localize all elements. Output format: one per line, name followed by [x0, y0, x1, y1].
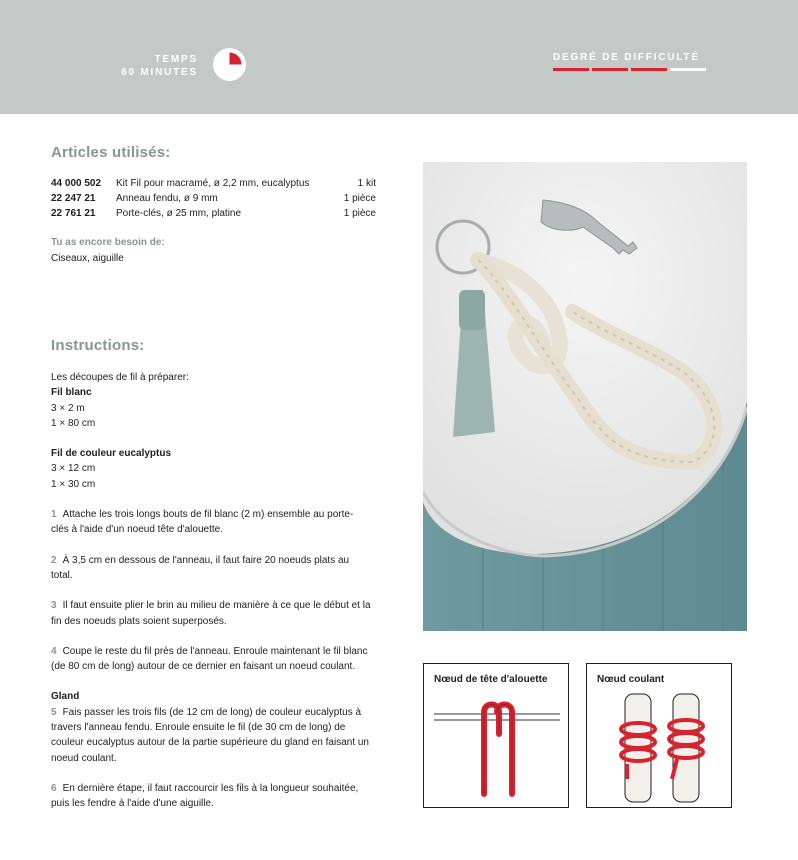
difficulty-bar — [670, 68, 706, 71]
article-code: 44 000 502 — [51, 178, 102, 189]
eucalyptus-thread-cut: 3 × 12 cm — [51, 463, 96, 475]
step: Gland 5 Fais passer les trois fils (de 12 cm de long) de couleur eucalyptus à travers l'anneau fendu. Enroule ensuite le fil (de 30 cm de long) de couleur eucalyptus autour de la partie supérieure du gland en faisant un noeud coulant. — [51, 691, 369, 764]
article-code: 22 761 21 — [51, 208, 96, 219]
article-qty: 1 pièce — [343, 208, 376, 219]
clock-icon — [213, 48, 246, 81]
step: 1 Attache les trois longs bouts de fil blanc (2 m) ensemble au porte-clés à l'aide d'un noeud tête d'alouette. — [51, 509, 354, 536]
list-item — [51, 191, 376, 206]
instructions-title: Instructions: — [51, 337, 145, 354]
article-qty: 1 pièce — [343, 193, 376, 204]
step: 2 À 3,5 cm en dessous de l'anneau, il faut faire 20 noeuds plats au total. — [51, 554, 350, 581]
also-needed-text: Ciseaux, aiguille — [51, 253, 124, 264]
article-qty: 1 kit — [357, 178, 376, 189]
article-code: 22 247 21 — [51, 193, 96, 204]
white-thread-cut: 1 × 80 cm — [51, 417, 96, 429]
list-item — [51, 206, 376, 221]
lark-head-knot-diagram — [423, 663, 569, 808]
difficulty-label: DEGRÉ DE DIFFICULTÉ — [553, 52, 700, 63]
slip-knot-illustration — [587, 664, 733, 809]
eucalyptus-thread-cut: 1 × 30 cm — [51, 478, 96, 490]
time-title: TEMPS — [154, 54, 198, 65]
gland-title: Gland — [51, 691, 80, 703]
difficulty-bar — [553, 68, 589, 71]
keychain-photo — [423, 162, 747, 631]
white-thread-title: Fil blanc — [51, 387, 92, 399]
article-name: Kit Fil pour macramé, ø 2,2 mm, eucalyptus — [116, 178, 310, 189]
header-band — [0, 0, 798, 114]
lark-head-knot-illustration — [424, 664, 570, 809]
list-item — [51, 176, 376, 191]
also-needed-title: Tu as encore besoin de: — [51, 237, 165, 248]
difficulty-bar — [631, 68, 667, 71]
articles-list — [51, 176, 376, 221]
difficulty-bar — [592, 68, 628, 71]
articles-title: Articles utilisés: — [51, 144, 171, 161]
slip-knot-diagram — [586, 663, 732, 808]
time-value: 60 MINUTES — [121, 67, 198, 78]
time-label — [100, 53, 198, 79]
eucalyptus-thread-title: Fil de couleur eucalyptus — [51, 448, 172, 460]
step: 3 Il faut ensuite plier le brin au milieu de manière à ce que le début et la fin des noeuds plats soient superposés. — [51, 600, 371, 627]
difficulty-meter — [553, 68, 706, 71]
diagram-title: Nœud de tête d'alouette — [434, 674, 548, 685]
white-thread-cut: 3 × 2 m — [51, 402, 85, 414]
article-name: Anneau fendu, ø 9 mm — [116, 193, 218, 204]
step: 4 Coupe le reste du fil près de l'anneau. Enroule maintenant le fil blanc (de 80 cm de long) autour de ce dernier en faisant un noeud coulant. — [51, 645, 368, 673]
cuts-intro: Les découpes de fil à préparer: — [51, 372, 189, 383]
diagram-title: Nœud coulant — [597, 674, 665, 685]
step: 6 En dernière étape, il faut raccourcir les fils à la longueur souhaitée, puis les fendre à l'aide d'une aiguille. — [51, 782, 359, 810]
instructions-body — [51, 370, 371, 827]
article-name: Porte-clés, ø 25 mm, platine — [116, 208, 242, 219]
